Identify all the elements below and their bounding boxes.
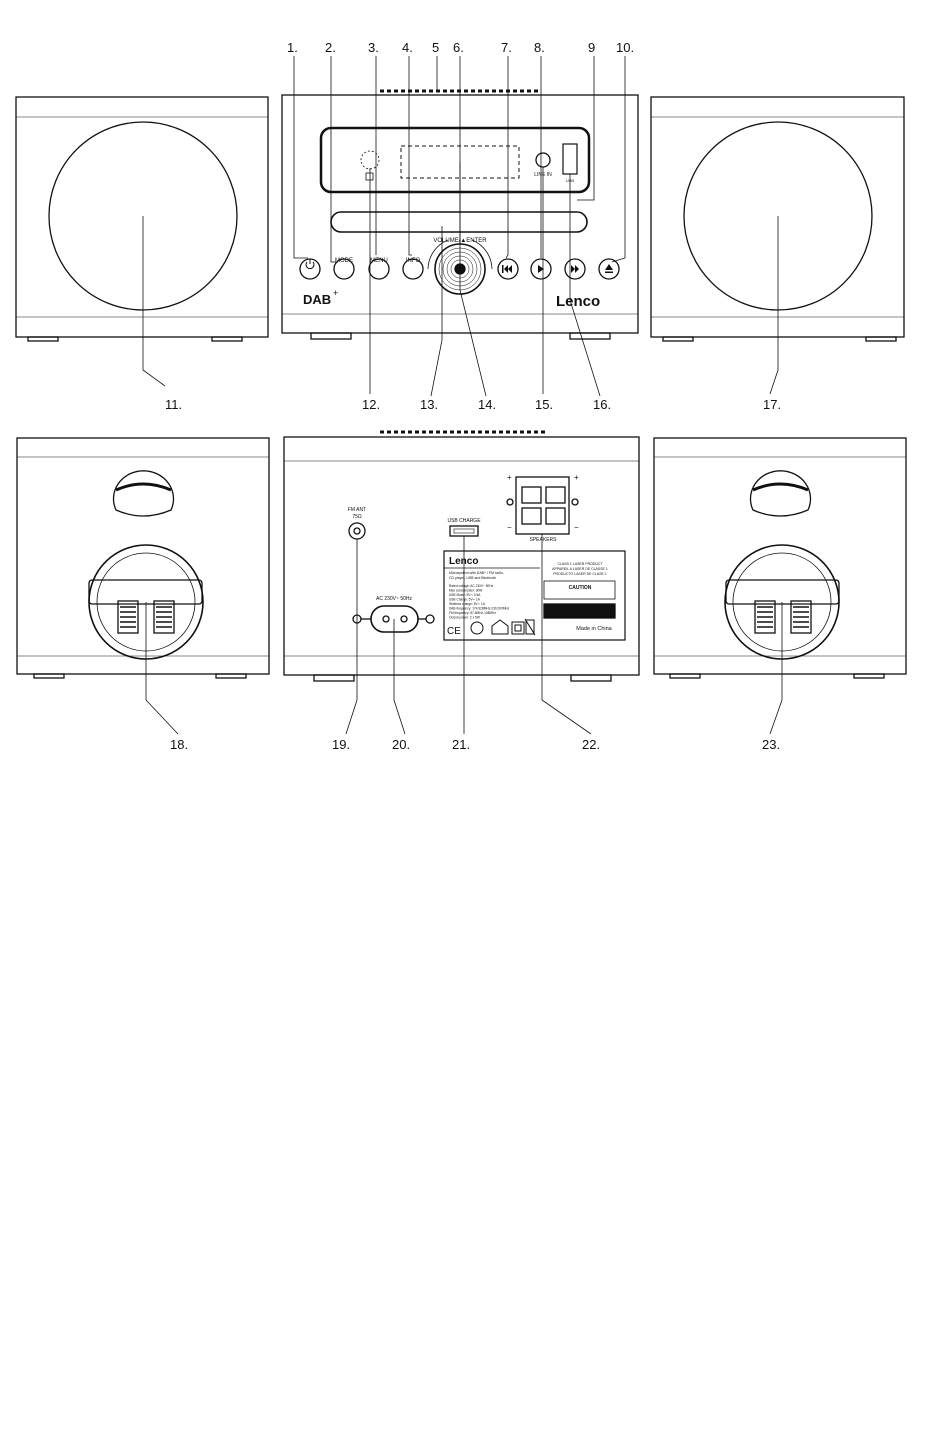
callout-20: 20. [392, 737, 411, 752]
callout-8: 8. [534, 40, 545, 55]
laser-line3: PRODUCTO LASER DE CLASE 1 [553, 572, 607, 576]
menu-label: MENU [370, 258, 388, 264]
line-in-jack [536, 153, 550, 167]
spec-3: USB Music: 5V⎓ 0.5A [449, 593, 481, 597]
callout-15: 15. [535, 397, 554, 412]
callout-4: 4. [402, 40, 413, 55]
next-icon-tri2 [575, 265, 579, 273]
callout-14: 14. [478, 397, 497, 412]
spec-7: FM frequency: 87.5MHz-108MHz [449, 611, 496, 615]
usb-charge-label: USB CHARGE [447, 518, 481, 524]
callout-1: 1. [287, 40, 298, 55]
certification-marks [471, 619, 535, 635]
spec-5: Wireless charge: 5V⎓ 1A [449, 602, 485, 606]
callout-12: 12. [362, 397, 381, 412]
spec-6: DAB frequency: 174.928MHz-239.200MHz [449, 606, 510, 611]
fm-ant-label: FM ANT [347, 507, 367, 513]
left-speaker-back [17, 438, 269, 678]
callout-6: 6. [453, 40, 464, 55]
ce-mark: CE [447, 626, 461, 637]
callout-17: 17. [763, 397, 782, 412]
spec-2: Max consumption: 30W [449, 588, 483, 593]
button-icons [306, 259, 314, 269]
prev-icon-tri1 [504, 265, 508, 273]
speakers-label: SPEAKERS [529, 537, 557, 543]
bass-port [114, 471, 174, 516]
callout-7: 7. [501, 40, 512, 55]
callout-numbers [165, 40, 781, 752]
usb-label: USB [565, 178, 575, 183]
right-speaker-back [654, 438, 906, 678]
ac-power-inlet[interactable] [353, 606, 434, 632]
eject-icon [605, 264, 613, 270]
callout-13: 13. [420, 397, 439, 412]
double-insulation-icon [512, 622, 524, 634]
callout-19: 19. [332, 737, 351, 752]
callout-16: 16. [593, 397, 612, 412]
dab-plus: + [333, 288, 339, 298]
callout-11: 11. [165, 397, 183, 412]
callout-10: 10. [616, 40, 635, 55]
front-leader-lines [143, 56, 778, 396]
spec-8: Output power: 2 x 5W [449, 615, 480, 620]
ohm-label: 75Ω [352, 514, 362, 520]
fm-antenna-socket[interactable] [349, 523, 365, 539]
cd-slot [331, 212, 587, 232]
callout-18: 18. [170, 737, 189, 752]
callout-5: 5 [432, 40, 440, 55]
right-speaker-front [651, 97, 904, 341]
callout-3: 3. [368, 40, 379, 55]
next-icon-tri1 [571, 265, 575, 273]
callout-9: 9 [588, 40, 596, 55]
label-brand: Lenco [449, 556, 479, 567]
mode-label: MODE [335, 258, 353, 264]
callout-2: 2. [325, 40, 336, 55]
bass-port [751, 471, 811, 516]
callout-21: 21. [452, 737, 471, 752]
minus-left: − [507, 523, 512, 532]
label-line1: Microsystem with DAB+ / FM radio, [449, 571, 504, 575]
usb-port-front [563, 144, 577, 174]
laser-line1: CLASS 1 LASER PRODUCT [557, 562, 603, 566]
prev-icon-tri2 [508, 265, 512, 273]
callout-23: 23. [762, 737, 781, 752]
black-bar [544, 604, 615, 618]
spec-1: Rated voltage: AC 230V~ 50Hz [449, 584, 494, 588]
indoor-use-icon [492, 620, 508, 634]
callout-22: 22. [582, 737, 601, 752]
plus-right: + [574, 473, 579, 482]
plus-left: + [507, 473, 512, 482]
line-in-label: LINE IN [534, 172, 552, 178]
caution-label: CAUTION [568, 585, 592, 591]
dab-logo: DAB [303, 292, 332, 307]
minus-right: − [574, 523, 579, 532]
label-line2: CD player, USB and Bluetooth [449, 576, 497, 580]
speaker-terminals[interactable] [507, 477, 578, 534]
ac-label: AC 230V~ 50Hz [376, 596, 412, 602]
spec-4: USB Charge: 5V⎓ 1A [449, 597, 480, 602]
laser-line2: APPAREIL A LASER DE CLASSE 1 [552, 567, 608, 571]
lenco-brand-front: Lenco [556, 293, 601, 310]
info-label: INFO [405, 258, 421, 264]
rohs-icon [471, 622, 483, 634]
left-speaker-front [16, 97, 268, 341]
volume-enter-label: VOLUME/▲ENTER [433, 238, 487, 244]
made-in-label: Made in China [576, 626, 612, 632]
